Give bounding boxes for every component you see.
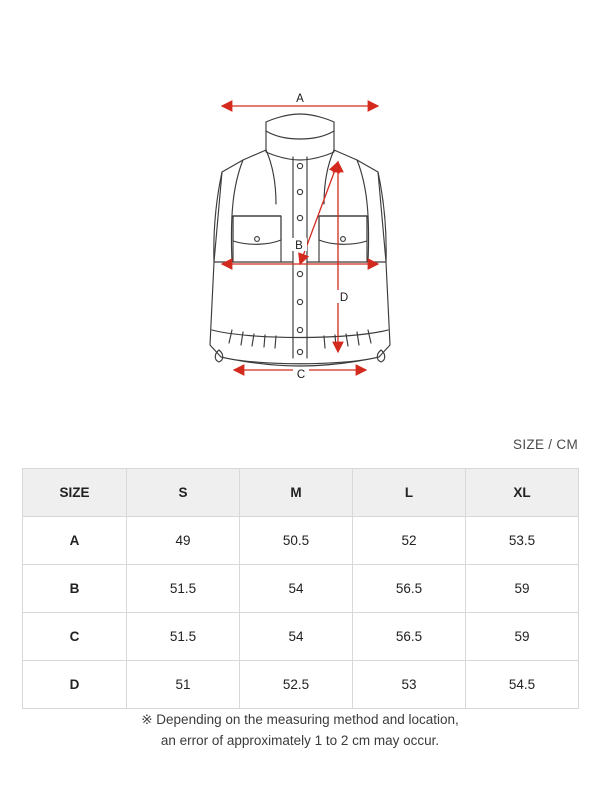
row-label: B [23,565,127,613]
measure-label-a: A [296,93,304,105]
measure-label-d: D [339,292,349,304]
table-cell: 59 [466,565,579,613]
measure-label-b: B [295,240,303,252]
table-cell: 50.5 [240,517,353,565]
table-cell: 52.5 [240,661,353,709]
table-header-cell: SIZE [23,469,127,517]
row-label: D [23,661,127,709]
table-header-cell: L [353,469,466,517]
table-header-cell: S [127,469,240,517]
table-cell: 51.5 [127,565,240,613]
disclaimer-line-1: ※ Depending on the measuring method and location, [141,712,459,727]
table-row [23,517,579,565]
table-cell: 54.5 [466,661,579,709]
table-cell: 53.5 [466,517,579,565]
table-cell: 49 [127,517,240,565]
table-row [23,661,579,709]
size-table [22,468,579,709]
size-table-wrapper [22,468,578,709]
table-row [23,613,579,661]
table-header-row [23,469,579,517]
disclaimer-line-2: an error of approximately 1 to 2 cm may occur. [160,732,440,748]
measurement-disclaimer [0,710,600,752]
table-header-cell: M [240,469,353,517]
row-label: C [23,613,127,661]
unit-label: SIZE / CM [513,437,578,452]
table-cell: 56.5 [353,565,466,613]
table-cell: 53 [353,661,466,709]
table-header-cell: XL [466,469,579,517]
table-cell: 54 [240,565,353,613]
row-label: A [23,517,127,565]
table-cell: 56.5 [353,613,466,661]
table-cell: 51.5 [127,613,240,661]
measure-label-c: C [296,369,306,381]
table-cell: 59 [466,613,579,661]
table-cell: 51 [127,661,240,709]
table-row [23,565,579,613]
table-cell: 52 [353,517,466,565]
table-cell: 54 [240,613,353,661]
